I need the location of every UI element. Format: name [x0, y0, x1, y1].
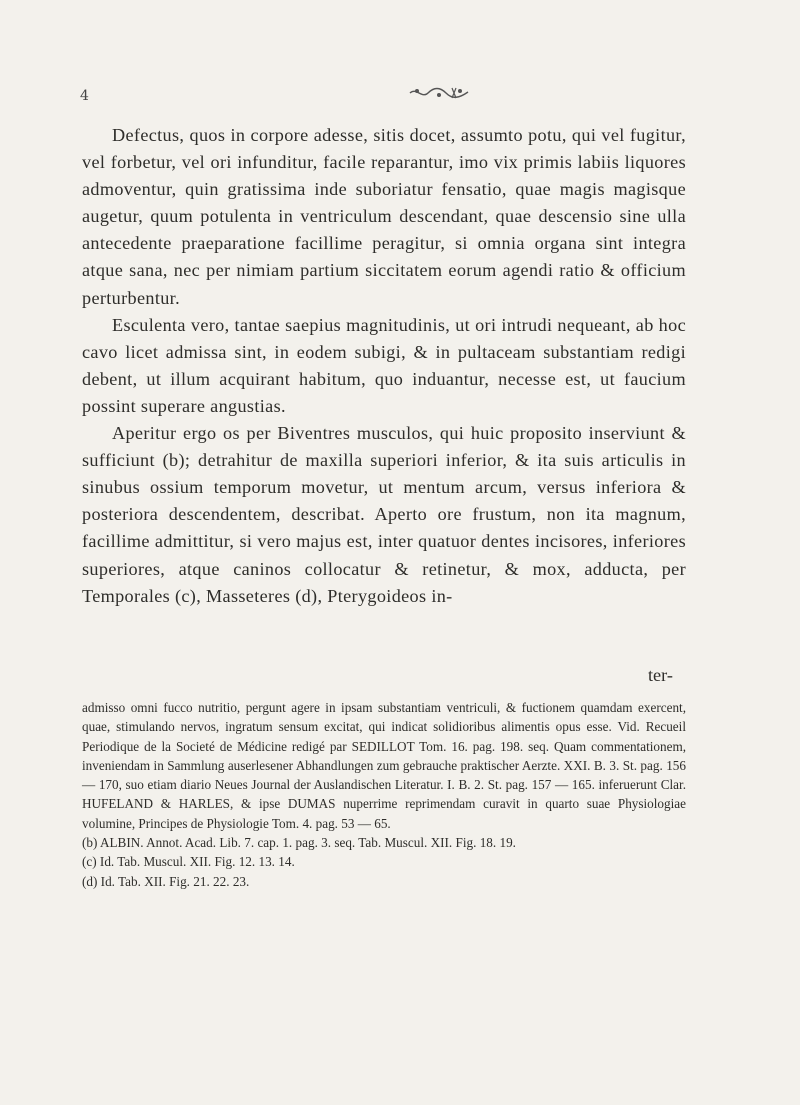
- footnote-d: (d) Id. Tab. XII. Fig. 21. 22. 23.: [82, 873, 250, 889]
- paragraph-aperitur: Aperitur ergo os per Biventres musculos, qui huic proposito inserviunt & sufficiunt (b); detrahitur de maxilla superiori inferior, & ita suis articulis in sinubus ossium temporum movetur, ut mentum arcum, versus inferiora & posteriora descendentem, describat. Aperto ore frustum, non ita magnum, facillime admittitur, si vero majus est, inter quatuor dentes incisores, inferiores superiores, atque caninos collocatur & retinetur, & mox, adducta, per Temporales (c), Masseteres (d), Pterygoideos in-: [82, 423, 686, 606]
- catchword: ter-: [648, 665, 673, 685]
- footnotes: [82, 698, 686, 891]
- paragraph-esculenta: Esculenta vero, tantae saepius magnitudinis, ut ori intrudi nequeant, ab hoc cavo licet admissa sint, in eodem subigi, & in pultaceam substantiam redigi debent, ut illum acquirant habitum, quo induantur, necesse est, ut faucium possint superare angustias.: [82, 314, 686, 416]
- main-text-block: [82, 122, 686, 610]
- printer-ornament-icon: [408, 86, 470, 100]
- footnote-b: (b) ALBIN. Annot. Acad. Lib. 7. cap. 1. pag. 3. seq. Tab. Muscul. XII. Fig. 18. 19.: [82, 835, 516, 851]
- footnote-main: admisso omni fucco nutritio, pergunt agere in ipsam substantiam ventriculi, & fuctionem quamdam exercent, quae, stimulando nervos, ingratum sensum excitat, qui indicat solidioribus alimentis opus esse. Vid. Recueil Periodique de la Societé de Médicine redigé par SEDILLOT Tom. 16. pag. 198. seq. Quam commentationem, inveniendam in Sammlung auserlesener Abhandlungen zum gebrauche praktischer Aerzte. XXI. B. 3. St. pag. 156 — 170, suo etiam diario Neues Journal der Auslandischen Literatur. I. B. 2. St. pag. 157 — 165. inferuerunt Clar. HUFELAND & HARLES, & ipse DUMAS nuperrime reprimendam curavit in quarto suae Physiologiae volumine, Principes de Physiologie Tom. 4. pag. 53 — 65.: [82, 700, 686, 831]
- page-number: 4: [80, 88, 89, 104]
- paragraph-defectus: Defectus, quos in corpore adesse, sitis docet, assumto potu, qui vel fugitur, vel forbetur, vel ori infunditur, facile reparantur, imo vix primis labiis liquores admoventur, quin gratissima inde suboriatur fensatio, quae magis magisque augetur, quum potulenta in ventriculum descendant, quae descensio sine ulla antecedente praeparatione facillime peragitur, si omnia organa sint integra atque sana, nec per nimiam partium siccitatem eorum agendi ratio & officium perturbentur.: [82, 125, 686, 308]
- footnote-c: (c) Id. Tab. Muscul. XII. Fig. 12. 13. 14.: [82, 854, 295, 870]
